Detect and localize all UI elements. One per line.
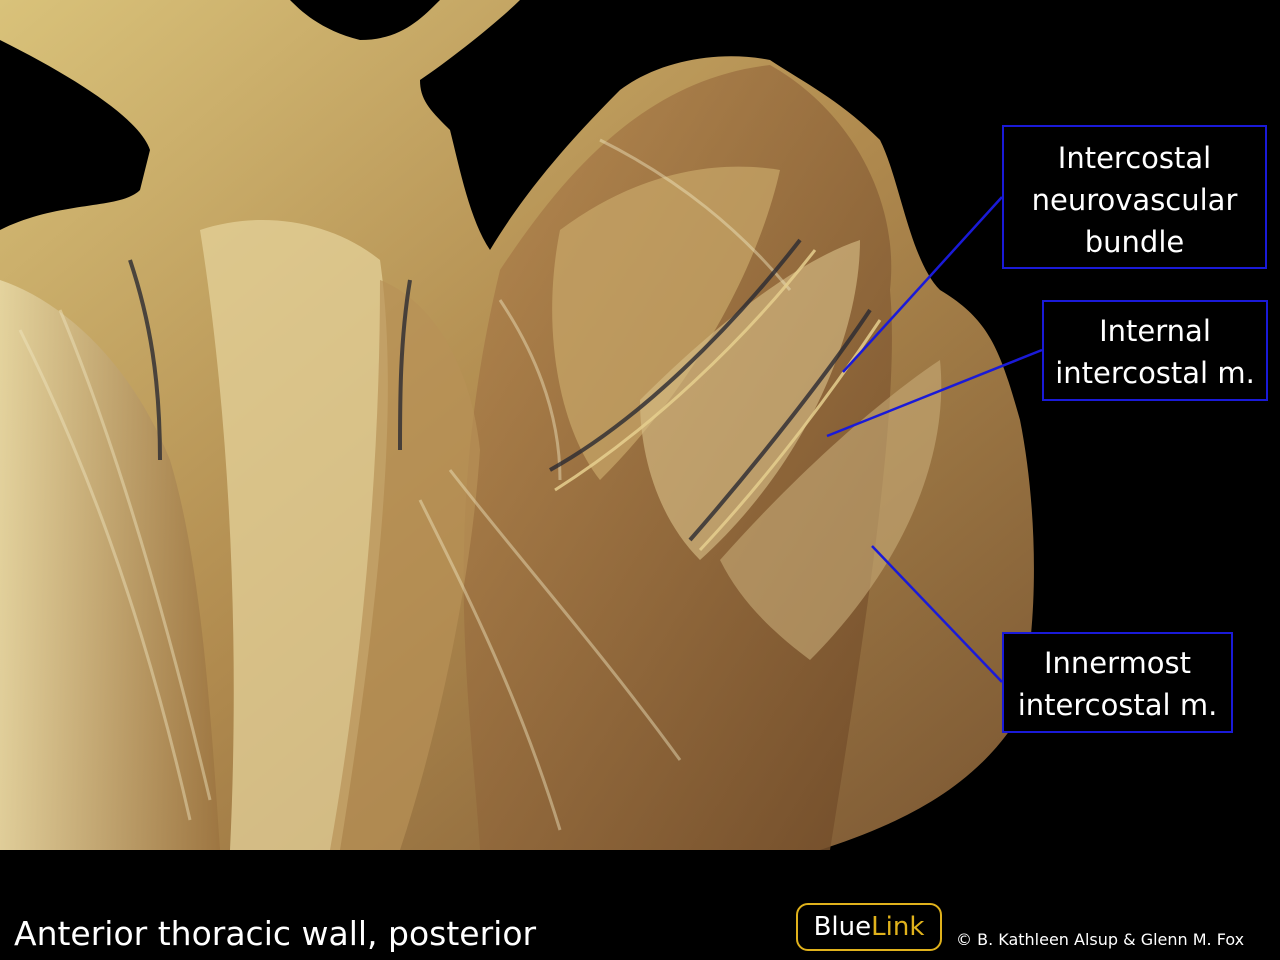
label-line: neurovascular xyxy=(1031,183,1238,217)
label-internal-intercostal-muscle xyxy=(1042,300,1268,401)
logo-text-link: Link xyxy=(871,912,925,942)
label-line: Innermost xyxy=(1043,646,1192,680)
label-line: bundle xyxy=(1084,225,1185,259)
label-intercostal-neurovascular-bundle xyxy=(1002,125,1267,269)
label-line: Intercostal xyxy=(1057,141,1212,175)
label-line: intercostal m. xyxy=(1017,688,1218,722)
figure-caption: Anterior thoracic wall, posterior xyxy=(14,914,537,953)
bluelink-logo xyxy=(796,903,942,951)
label-line: intercostal m. xyxy=(1055,356,1255,390)
label-line: Internal xyxy=(1099,314,1211,348)
logo-text-blue: Blue xyxy=(813,912,872,942)
copyright-notice: © B. Kathleen Alsup & Glenn M. Fox xyxy=(956,930,1245,949)
label-innermost-intercostal-muscle xyxy=(1002,632,1233,733)
